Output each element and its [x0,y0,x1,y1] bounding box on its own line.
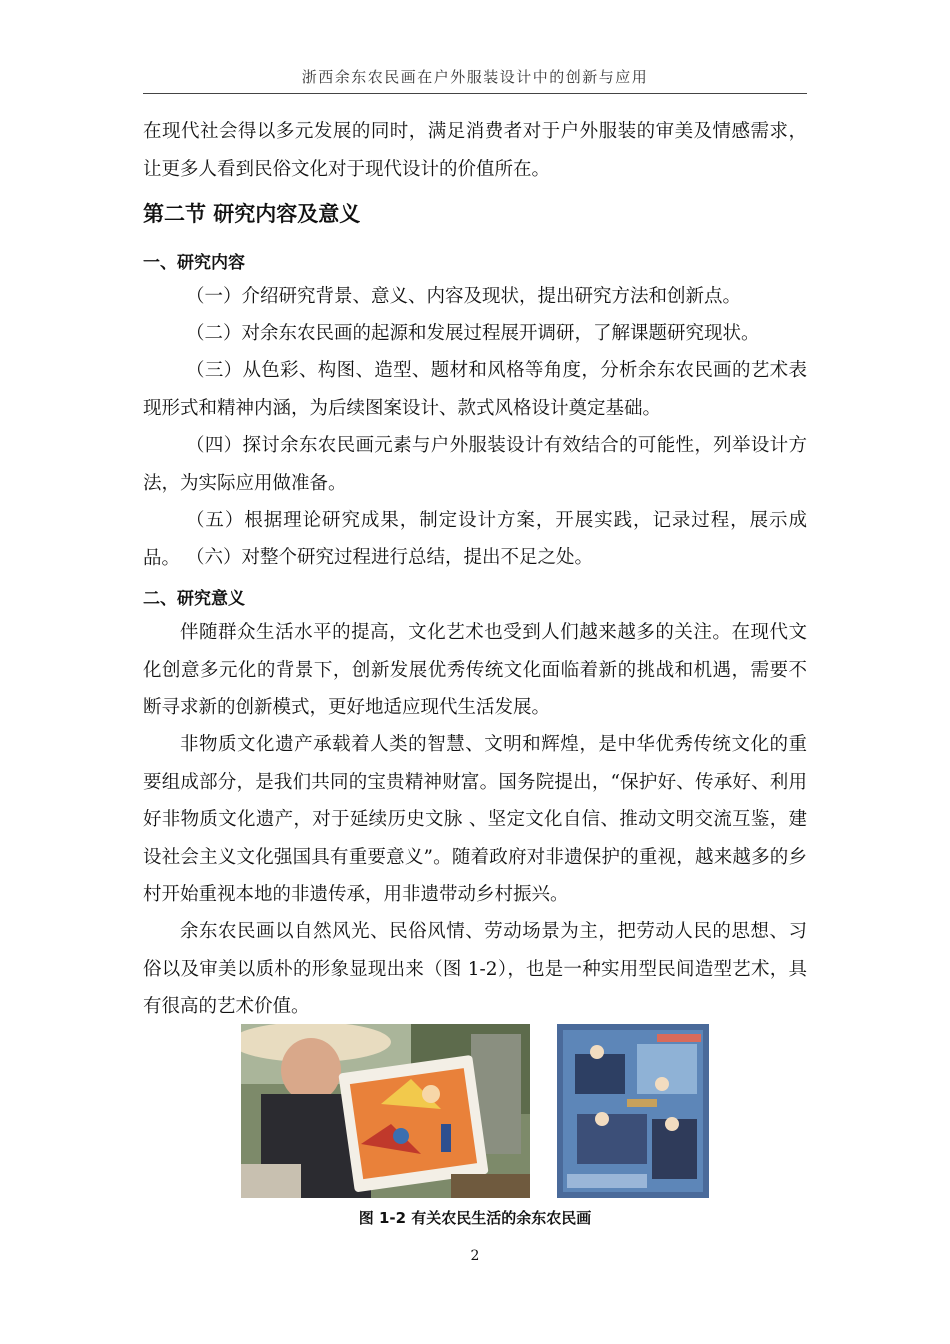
content-item-2: （二）对余东农民画的起源和发展过程展开调研，了解课题研究现状。 [186,323,760,344]
figure-folk-painting [557,1024,709,1198]
significance-paragraph-1: 伴随群众生活水平的提高，文化艺术也受到人们越来越多的关注。在现代文化创意多元化的背景下，创新发展优秀传统文化面临着新的挑战和机遇，需要不断寻求新的创新模式，更好地适应现代生活发展。 [143,622,807,718]
content-item-4: （四）探讨余东农民画元素与户外服装设计有效结合的可能性，列举设计方法，为实际应用做准备。 [143,435,807,494]
figure-caption: 图 1-2 有关农民生活的余东农民画 [358,1209,592,1227]
content-heading: 一、研究内容 [143,253,245,273]
figure-photo-painter [241,1024,530,1198]
significance-paragraph-3: 余东农民画以自然风光、民俗风情、劳动场景为主，把劳动人民的思想、习俗以及审美以质朴的形象显现出来（图 1-2），也是一种实用型民间造型艺术，具有很高的艺术价值。 [143,921,807,1017]
content-item-1: （一）介绍研究背景、意义、内容及现状，提出研究方法和创新点。 [186,286,742,307]
content-item-6: （六）对整个研究过程进行总结，提出不足之处。 [186,547,594,568]
content-item-5: （五）根据理论研究成果，制定设计方案，开展实践，记录过程，展示成品。 [143,510,807,569]
page-number: 2 [470,1248,480,1264]
section-title: 第二节 研究内容及意义 [143,202,361,226]
intro-paragraph: 在现代社会得以多元发展的同时，满足消费者对于户外服装的审美及情感需求，让更多人看到民俗文化对于现代设计的价值所在。 [143,121,807,180]
significance-heading: 二、研究意义 [143,589,245,609]
running-header: 浙西余东农民画在户外服装设计中的创新与应用 [301,68,649,86]
significance-paragraph-2: 非物质文化遗产承载着人类的智慧、文明和辉煌，是中华优秀传统文化的重要组成部分，是我们共同的宝贵精神财富。国务院提出，“保护好、传承好、利用好非物质文化遗产，对于延续历史文脉 、坚定文化自信、推动文明交流互鉴，建设社会主义文化强国具有重要意义”。随着政府对非遗保护的重视，越来越多的乡村开始重视本地的非遗传承，用非遗带动乡村振兴。 [143,734,807,905]
header-rule [143,93,807,94]
content-item-3: （三）从色彩、构图、造型、题材和风格等角度，分析余东农民画的艺术表现形式和精神内涵，为后续图案设计、款式风格设计奠定基础。 [143,360,807,419]
